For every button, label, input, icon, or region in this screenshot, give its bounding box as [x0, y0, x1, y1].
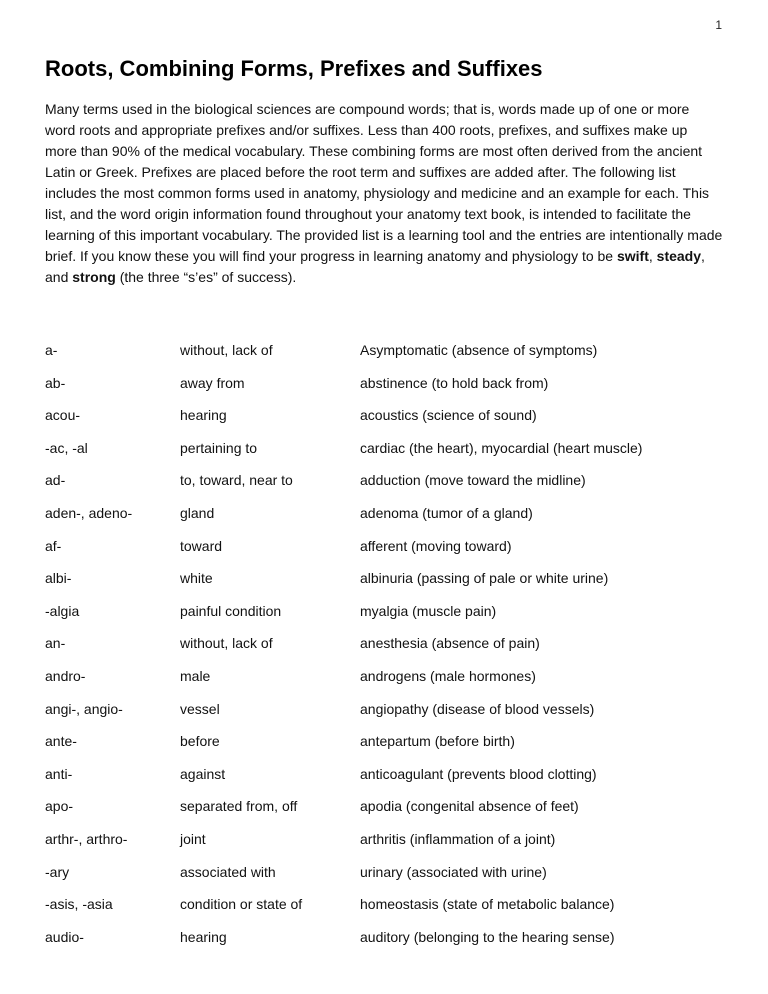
example-cell: auditory (belonging to the hearing sense) [360, 928, 615, 945]
example-cell: anesthesia (absence of pain) [360, 635, 540, 652]
meaning-cell: white [180, 570, 213, 587]
table-row [45, 601, 723, 634]
term-cell: andro- [45, 667, 86, 684]
meaning-cell: to, toward, near to [180, 472, 293, 489]
intro-paragraph: Many terms used in the biological sciences are compound words; that is, words made up of one or more word roots and appropriate prefixes and/or suffixes. Less than 400 roots, prefixes, and suffixes make up more than 90% of the medical vocabulary. These combining forms are most often derived from the ancient Latin or Greek. Prefixes are placed before the root term and suffixes are added after. The following list includes the most common forms used in anatomy, physiology and medicine and an example for each. This list, and the word origin information found throughout your anatomy text book, is intended to facilitate the learning of this important vocabulary. The provided list is a learning tool and the entries are intentionally made brief. If you know these you will find your progress in learning anatomy and physiology to be swift, steady, and strong (the three “s’es” of success). [45, 101, 723, 285]
example-cell: antepartum (before birth) [360, 733, 515, 750]
example-cell: apodia (congenital absence of feet) [360, 798, 579, 815]
term-cell: apo- [45, 798, 74, 815]
example-cell: afferent (moving toward) [360, 537, 512, 554]
term-cell: albi- [45, 570, 72, 587]
term-cell: aden-, adeno- [45, 504, 133, 521]
meaning-cell: separated from, off [180, 798, 298, 815]
table-row [45, 862, 723, 895]
table-row [45, 340, 723, 373]
table-row [45, 568, 723, 601]
term-cell: ab- [45, 374, 66, 391]
table-row [45, 373, 723, 406]
meaning-cell: pertaining to [180, 439, 258, 456]
table-row [45, 666, 723, 699]
table-row [45, 503, 723, 536]
example-cell: homeostasis (state of metabolic balance) [360, 896, 615, 913]
term-cell: angi-, angio- [45, 700, 123, 717]
table-row [45, 796, 723, 829]
meaning-cell: joint [180, 830, 206, 847]
term-cell: -algia [45, 602, 80, 619]
term-cell: -ac, -al [45, 439, 88, 456]
table-row [45, 699, 723, 732]
page-title: Roots, Combining Forms, Prefixes and Suffixes [45, 56, 543, 81]
term-cell: audio- [45, 928, 84, 945]
term-cell: arthr-, arthro- [45, 830, 128, 847]
term-cell: ad- [45, 472, 66, 489]
table-row [45, 829, 723, 862]
example-cell: arthritis (inflammation of a joint) [360, 830, 556, 847]
example-cell: adenoma (tumor of a gland) [360, 504, 533, 521]
meaning-cell: gland [180, 504, 215, 521]
meaning-cell: vessel [180, 700, 220, 717]
meaning-cell: painful condition [180, 602, 282, 619]
meaning-cell: toward [180, 537, 223, 554]
table-row [45, 894, 723, 927]
example-cell: albinuria (passing of pale or white urine) [360, 570, 609, 587]
table-row [45, 405, 723, 438]
table-row [45, 731, 723, 764]
meaning-cell: away from [180, 374, 245, 391]
table-row [45, 438, 723, 471]
meaning-cell: hearing [180, 928, 227, 945]
meaning-cell: against [180, 765, 226, 782]
meaning-cell: male [180, 667, 211, 684]
example-cell: angiopathy (disease of blood vessels) [360, 700, 595, 717]
glossary-table [45, 340, 723, 959]
example-cell: abstinence (to hold back from) [360, 374, 549, 391]
term-cell: -asis, -asia [45, 896, 113, 913]
example-cell: urinary (associated with urine) [360, 863, 547, 880]
meaning-cell: without, lack of [180, 635, 273, 652]
example-cell: Asymptomatic (absence of symptoms) [360, 342, 598, 358]
meaning-cell: without, lack of [180, 342, 273, 358]
example-cell: adduction (move toward the midline) [360, 472, 586, 489]
example-cell: myalgia (muscle pain) [360, 602, 497, 619]
meaning-cell: before [180, 733, 220, 750]
example-cell: androgens (male hormones) [360, 667, 536, 684]
example-cell: anticoagulant (prevents blood clotting) [360, 765, 597, 782]
example-cell: acoustics (science of sound) [360, 407, 537, 424]
term-cell: acou- [45, 407, 81, 424]
meaning-cell: condition or state of [180, 896, 303, 913]
term-cell: a- [45, 342, 58, 358]
term-cell: anti- [45, 765, 73, 782]
term-cell: an- [45, 635, 66, 652]
table-row [45, 633, 723, 666]
example-cell: cardiac (the heart), myocardial (heart muscle) [360, 439, 643, 456]
table-row [45, 470, 723, 503]
term-cell: af- [45, 537, 62, 554]
meaning-cell: associated with [180, 863, 276, 880]
table-row [45, 764, 723, 797]
page-number: 1 [715, 18, 722, 32]
term-cell: -ary [45, 863, 70, 880]
table-row [45, 536, 723, 569]
term-cell: ante- [45, 733, 77, 750]
meaning-cell: hearing [180, 407, 227, 424]
table-row [45, 927, 723, 960]
